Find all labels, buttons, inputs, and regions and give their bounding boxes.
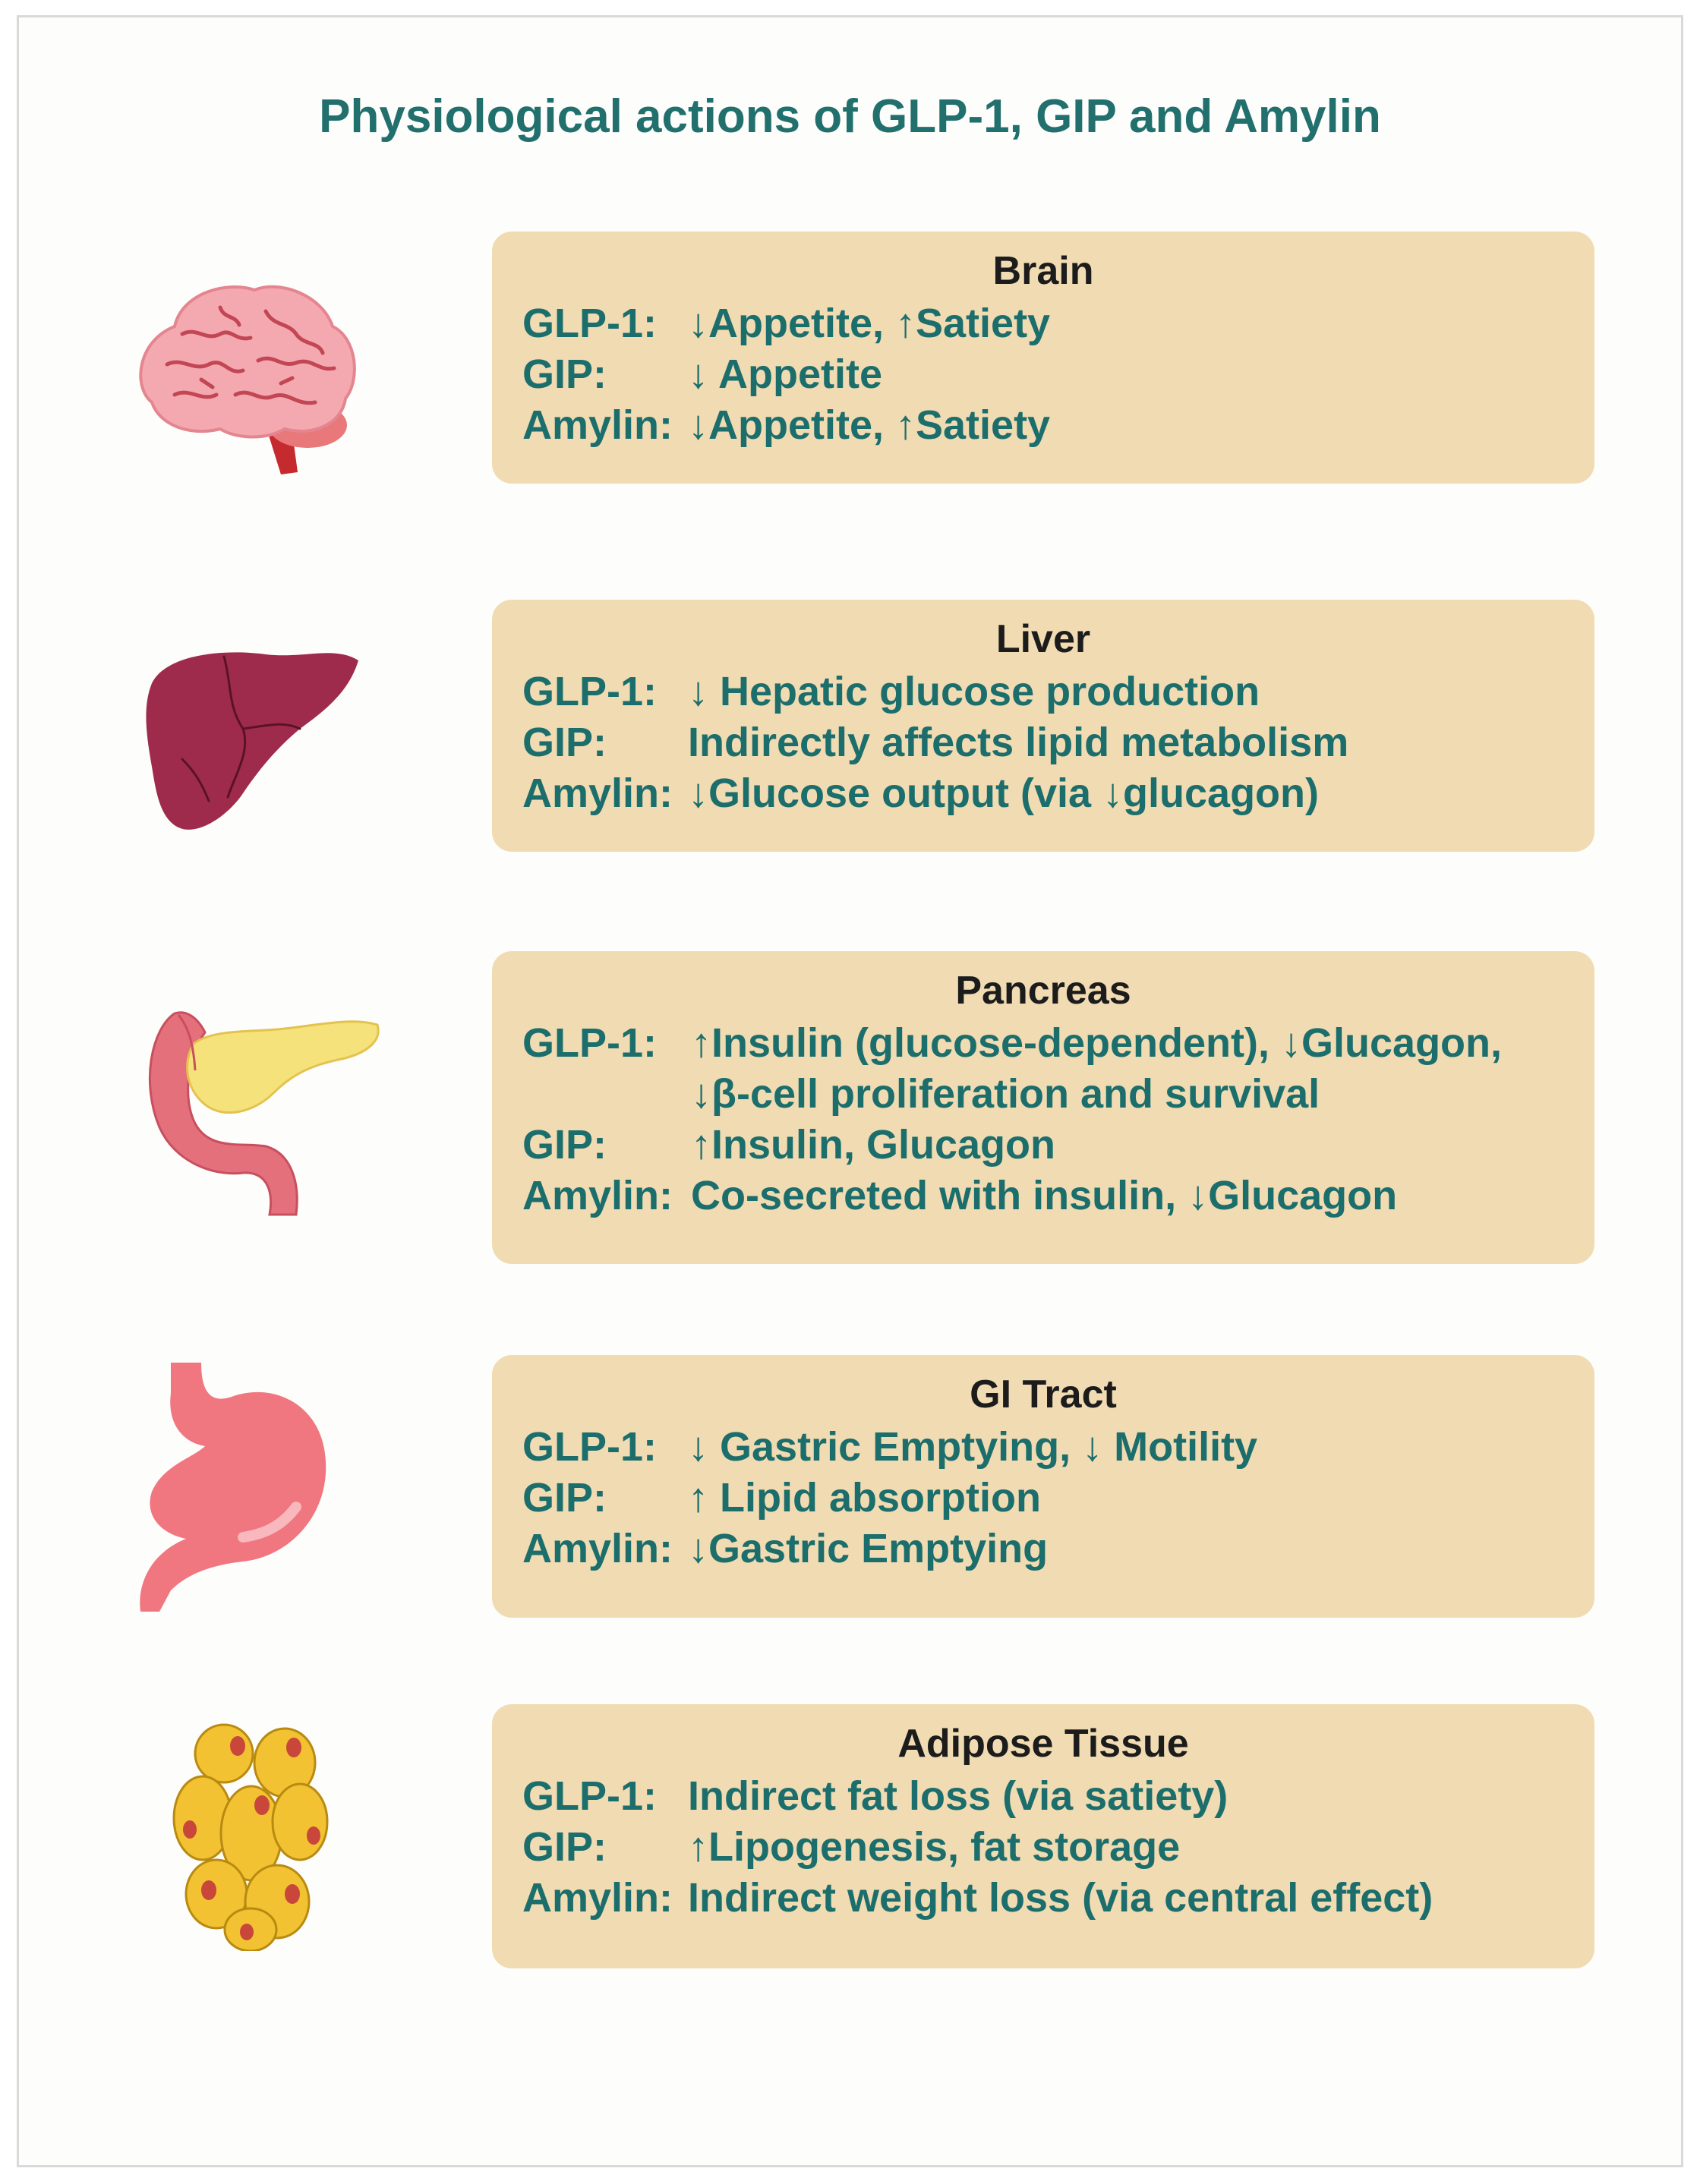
hormone-label: GIP:	[522, 1824, 607, 1870]
effect-text: ↓Glucose output (via ↓glucagon)	[688, 771, 1320, 816]
effect-row	[522, 1524, 1564, 1574]
hormone-label: Amylin:	[522, 1875, 673, 1921]
effect-row	[522, 1873, 1564, 1924]
organ-name: Adipose Tissue	[897, 1722, 1189, 1766]
hormone-label: GLP-1:	[522, 1773, 658, 1819]
organ-name: Liver	[995, 617, 1091, 661]
hormone-label: Amylin:	[522, 1173, 673, 1218]
hormone-label: Amylin:	[522, 771, 673, 816]
effect-row	[522, 349, 1564, 400]
effect-text: ↓ Gastric Emptying, ↓ Motility	[688, 1424, 1258, 1470]
hormone-label: GLP-1:	[522, 669, 658, 714]
hormone-label: GIP:	[522, 351, 607, 397]
effect-row	[522, 667, 1564, 717]
organ-name: GI Tract	[970, 1372, 1117, 1417]
effect-row	[522, 768, 1564, 819]
hormone-label: GIP:	[522, 720, 607, 765]
figure-title: Physiological actions of GLP-1, GIP and Amylin	[319, 90, 1381, 143]
effect-text: ↓Appetite, ↑Satiety	[688, 301, 1051, 346]
effect-row	[522, 1473, 1564, 1524]
organ-card-pancreas	[492, 951, 1594, 1264]
effect-row	[522, 400, 1564, 451]
effect-row	[522, 1120, 1564, 1171]
effect-text: Co-secreted with insulin, ↓Glucagon	[691, 1173, 1398, 1218]
effect-text: ↑ Lipid absorption	[688, 1475, 1041, 1521]
effect-text: Indirect weight loss (via central effect)	[688, 1875, 1433, 1921]
hormone-label: GLP-1:	[522, 1020, 658, 1066]
organ-name: Pancreas	[955, 969, 1131, 1013]
effect-row	[522, 1422, 1564, 1473]
organ-name: Brain	[992, 249, 1094, 293]
effect-text: ↓ Appetite	[688, 351, 882, 397]
effect-text: ↑Lipogenesis, fat storage	[688, 1824, 1181, 1870]
hormone-label: GLP-1:	[522, 1424, 658, 1470]
effect-row	[522, 717, 1564, 768]
adipose-cells-icon	[171, 1723, 330, 1951]
brain-icon	[129, 281, 364, 486]
effect-text: Indirect fat loss (via satiety)	[688, 1773, 1228, 1819]
effect-text: ↑Insulin, Glucagon	[691, 1122, 1056, 1168]
organ-card-brain	[492, 232, 1594, 484]
effect-row	[522, 1069, 1564, 1120]
effect-row	[522, 1171, 1564, 1221]
effect-text: ↓β-cell proliferation and survival	[691, 1071, 1320, 1117]
hormone-label: GIP:	[522, 1475, 607, 1521]
hormone-label: GLP-1:	[522, 301, 658, 346]
effect-text: ↓Appetite, ↑Satiety	[688, 402, 1051, 448]
hormone-label: GIP:	[522, 1122, 607, 1168]
effect-row	[522, 298, 1564, 349]
effect-text: Indirectly affects lipid metabolism	[688, 720, 1349, 765]
effect-row	[522, 1018, 1564, 1069]
stomach-icon	[129, 1363, 334, 1613]
effect-text: ↓ Hepatic glucose production	[688, 669, 1260, 714]
hormone-label: Amylin:	[522, 402, 673, 448]
pancreas-icon	[140, 998, 383, 1218]
organ-card-gi-tract	[492, 1355, 1594, 1618]
organ-card-liver	[492, 600, 1594, 852]
liver-icon	[137, 638, 364, 839]
effect-row	[522, 1771, 1564, 1822]
effect-row	[522, 1822, 1564, 1873]
effect-text: ↓Gastric Emptying	[688, 1526, 1049, 1571]
hormone-label: Amylin:	[522, 1526, 673, 1571]
effect-text: ↑Insulin (glucose-dependent), ↓Glucagon,	[691, 1020, 1503, 1066]
organ-card-adipose-tissue	[492, 1704, 1594, 1968]
